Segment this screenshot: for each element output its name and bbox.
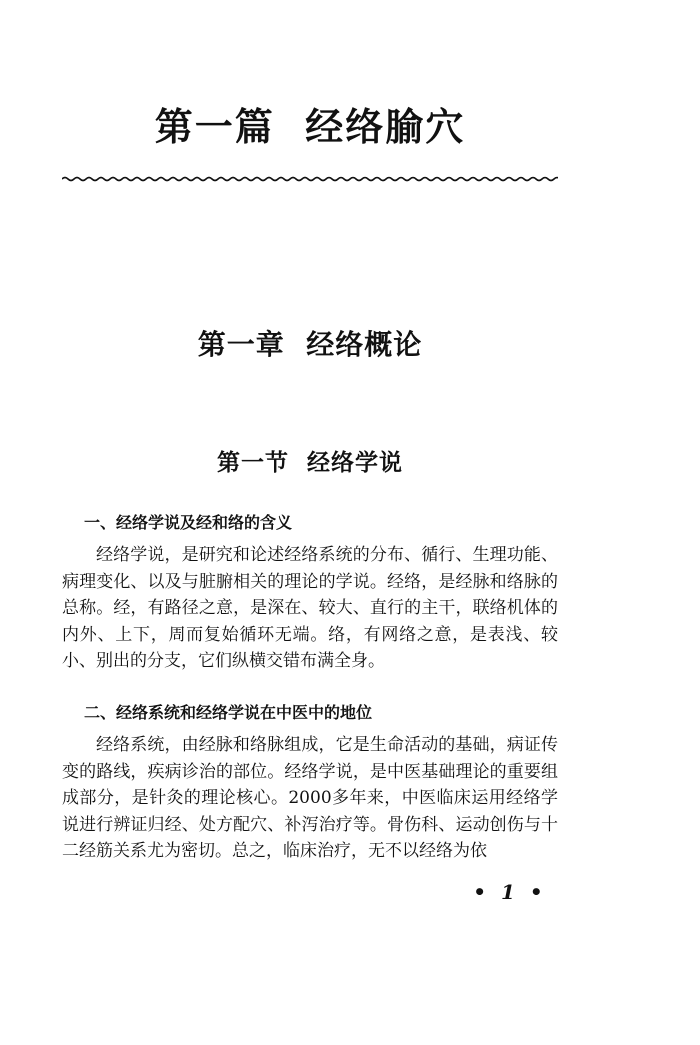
page-number: • 1 •: [473, 880, 547, 904]
subsection-paragraph: 经络系统，由经脉和络脉组成，它是生命活动的基础，病证传变的路线，疾病诊治的部位。经络学说，是中医基础理论的重要组成部分，是针灸的理论核心。2000多年来，中医临床运用经络学说进行辨证归经、处方配穴、补泻治疗等。骨伤科、运动创伤与十二经筋关系尤为密切。总之，临床治疗，无不以经络为依: [62, 735, 558, 861]
wavy-divider: [62, 172, 558, 186]
subsection-paragraph: 经络学说，是研究和论述经络系统的分布、循行、生理功能、病理变化、以及与脏腑相关的理论的学说。经络，是经脉和络脉的总称。经，有路径之意，是深在、较大、直行的主干，联络机体的内外、上下，周而复始循环无端。络，有网络之意，是表浅、较小、别出的分支，它们纵横交错布满全身。: [62, 545, 558, 671]
subsection-heading: 一、经络学说及经和络的含义: [84, 513, 293, 532]
chapter-title: 第一章 经络概论: [197, 328, 423, 361]
subsection-heading: 二、经络系统和经络学说在中医中的地位: [84, 703, 373, 722]
section-title: 第一节 经络学说: [216, 450, 403, 476]
part-title: 第一篇 经络腧穴: [154, 105, 466, 149]
